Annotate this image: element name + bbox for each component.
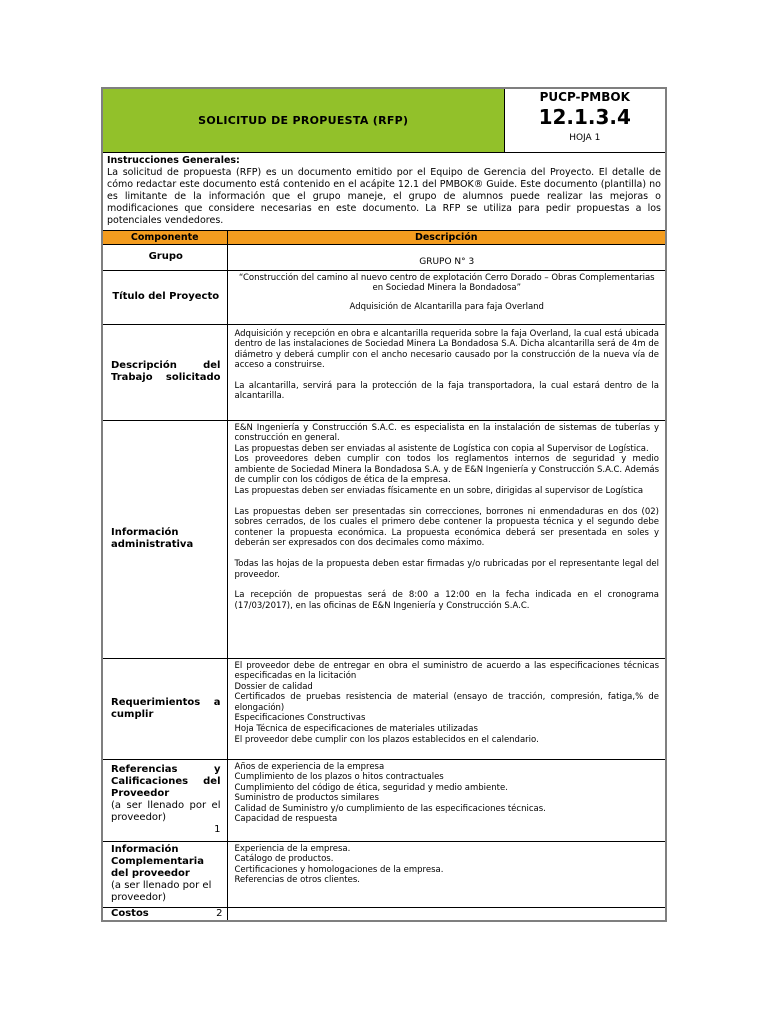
value-descripcion-trabajo bbox=[227, 324, 666, 420]
page-number: 2 bbox=[216, 907, 223, 919]
admin-paragraph: Todas las hojas de la propuesta deben estar firmadas y/o rubricadas por el representante legal del proveedor. bbox=[234, 559, 659, 580]
page-number: 1 bbox=[214, 824, 221, 835]
group-number: GRUPO N° 3 bbox=[419, 256, 475, 267]
reference-item: Cumplimiento de los plazos o hitos contractuales bbox=[234, 772, 444, 783]
referencias-note: (a ser llenado por el proveedor) bbox=[111, 800, 221, 823]
reference-item: Capacidad de respuesta bbox=[234, 814, 338, 825]
requirement-item: Hoja Técnica de especificaciones de materiales utilizadas bbox=[234, 724, 478, 735]
admin-paragraph: E&N Ingeniería y Construcción S.A.C. es especialista en la instalación de sistemas de tuberías y construcción en general. bbox=[234, 422, 659, 444]
complementary-item: Experiencia de la empresa. bbox=[234, 843, 351, 854]
requirement-item: El proveedor debe cumplir con los plazos establecidos en el calendario. bbox=[234, 734, 539, 745]
admin-paragraph: La recepción de propuestas será de 8:00 a 12:00 en la fecha indicada en el cronograma (17/03/2017), en las oficinas de E&N Ingeniería y Construcción S.A.C. bbox=[234, 590, 659, 611]
referencias-title: Referencias y Calificaciones del Proveedor bbox=[111, 764, 221, 799]
form-title: SOLICITUD DE PROPUESTA (RFP) bbox=[102, 88, 504, 152]
value-informacion-administrativa bbox=[227, 420, 666, 658]
description-paragraph: La alcantarilla, servirá para la protección de la faja transportadora, la cual estará dentro de la alcantarilla. bbox=[234, 380, 659, 402]
complementary-item: Referencias de otros clientes. bbox=[234, 875, 360, 886]
admin-paragraph: Los proveedores deben cumplir con todos los reglamentos internos de seguridad y medio ambiente de Sociedad Minera la Bondadosa S.A. y de E&N Ingeniería y Construcción S.A.C. Además de cumplir con los códigos de ética de la empresa. bbox=[234, 454, 659, 486]
column-header-description: Descripción bbox=[227, 230, 666, 244]
description-paragraph: Adquisición y recepción en obra e alcantarilla requerida sobre la faja Overland, la cual está ubicada dentro de las instalaciones de Sociedad Minera La Bondadosa S.A. Dicha alcantarilla será de 4m de diámetro y deberá cumplir con el ancho necesario causado por la construcción de la nueva vía de acceso a construirse. bbox=[234, 328, 659, 371]
complementaria-note: (a ser llenado por el proveedor) bbox=[111, 880, 212, 903]
admin-paragraph: Las propuestas deben ser enviadas al asistente de Logística con copia al Supervisor de Logística. bbox=[234, 443, 649, 454]
label-informacion-complementaria bbox=[102, 841, 227, 907]
label-informacion-administrativa: Información administrativa bbox=[102, 420, 227, 658]
value-titulo-proyecto bbox=[227, 270, 666, 324]
label-costos bbox=[102, 907, 227, 921]
reference-item: Años de experiencia de la empresa bbox=[234, 761, 385, 772]
value-informacion-complementaria bbox=[227, 841, 666, 907]
value-requerimientos bbox=[227, 658, 666, 759]
requirement-item: El proveedor debe de entregar en obra el suministro de acuerdo a las especificaciones técnicas especificadas en la licitación bbox=[234, 660, 659, 682]
complementary-item: Catálogo de productos. bbox=[234, 854, 334, 865]
requirement-item: Certificados de pruebas resistencia de material (ensayo de tracción, compresión, fatiga,% de elongación) bbox=[234, 692, 659, 713]
general-instructions bbox=[102, 152, 666, 230]
rfp-form-table bbox=[101, 87, 667, 922]
label-descripcion-trabajo: Descripción del Trabajo solicitado bbox=[102, 324, 227, 420]
instructions-text: La solicitud de propuesta (RFP) es un documento emitido por el Equipo de Gerencia del Proyecto. El detalle de cómo redactar este documento está contenido en el acápite 12.1 del PMBOK® Guide. Este documento (plantilla) no es limitante de la información que el grupo maneje, el grupo de alumnos puede realizar las mejoras o modificaciones que considere necesarias en este documento. La RFP se utiliza para pedir propuestas a los potenciales vendedores. bbox=[107, 166, 661, 226]
project-title-line: “Construcción del camino al nuevo centro de explotación Cerro Dorado – Obras Complementarias en Sociedad Minera la Bondadosa” bbox=[238, 272, 655, 294]
value-costos bbox=[227, 907, 666, 921]
label-requerimientos: Requerimientos a cumplir bbox=[102, 658, 227, 759]
form-code-label: PUCP-PMBOK bbox=[539, 90, 630, 104]
value-referencias bbox=[227, 759, 666, 841]
form-page-label: HOJA 1 bbox=[569, 133, 601, 143]
form-code-number: 12.1.3.4 bbox=[538, 105, 631, 129]
requirement-item: Especificaciones Constructivas bbox=[234, 713, 366, 724]
admin-paragraph: Las propuestas deben ser presentadas sin correcciones, borrones ni enmendaduras en dos (02) sobres cerrados, de los cuales el primero debe contener la propuesta técnica y el segundo debe contener la propuesta económica. La propuesta económica deberá ser presentada en soles y deberán ser expresados con dos decimales como máximo. bbox=[234, 506, 659, 549]
complementaria-title: Información Complementaria del proveedor bbox=[111, 844, 204, 879]
label-grupo: Grupo bbox=[102, 244, 227, 270]
form-code-box bbox=[504, 88, 666, 152]
costos-title: Costos bbox=[111, 907, 149, 919]
reference-item: Cumplimiento del código de ética, seguridad y medio ambiente. bbox=[234, 782, 508, 793]
complementary-item: Certificaciones y homologaciones de la empresa. bbox=[234, 864, 444, 875]
label-referencias bbox=[102, 759, 227, 841]
column-header-component: Componente bbox=[102, 230, 227, 244]
instructions-title: Instrucciones Generales: bbox=[107, 154, 240, 166]
project-subtitle-line: Adquisición de Alcantarilla para faja Overland bbox=[349, 301, 544, 312]
reference-item: Calidad de Suministro y/o cumplimiento de las especificaciones técnicas. bbox=[234, 803, 546, 814]
label-titulo-proyecto: Título del Proyecto bbox=[102, 270, 227, 324]
requirement-item: Dossier de calidad bbox=[234, 681, 313, 692]
admin-paragraph: Las propuestas deben ser enviadas físicamente en un sobre, dirigidas al supervisor de Logística bbox=[234, 486, 644, 497]
reference-item: Suministro de productos similares bbox=[234, 793, 379, 804]
value-grupo bbox=[227, 244, 666, 270]
